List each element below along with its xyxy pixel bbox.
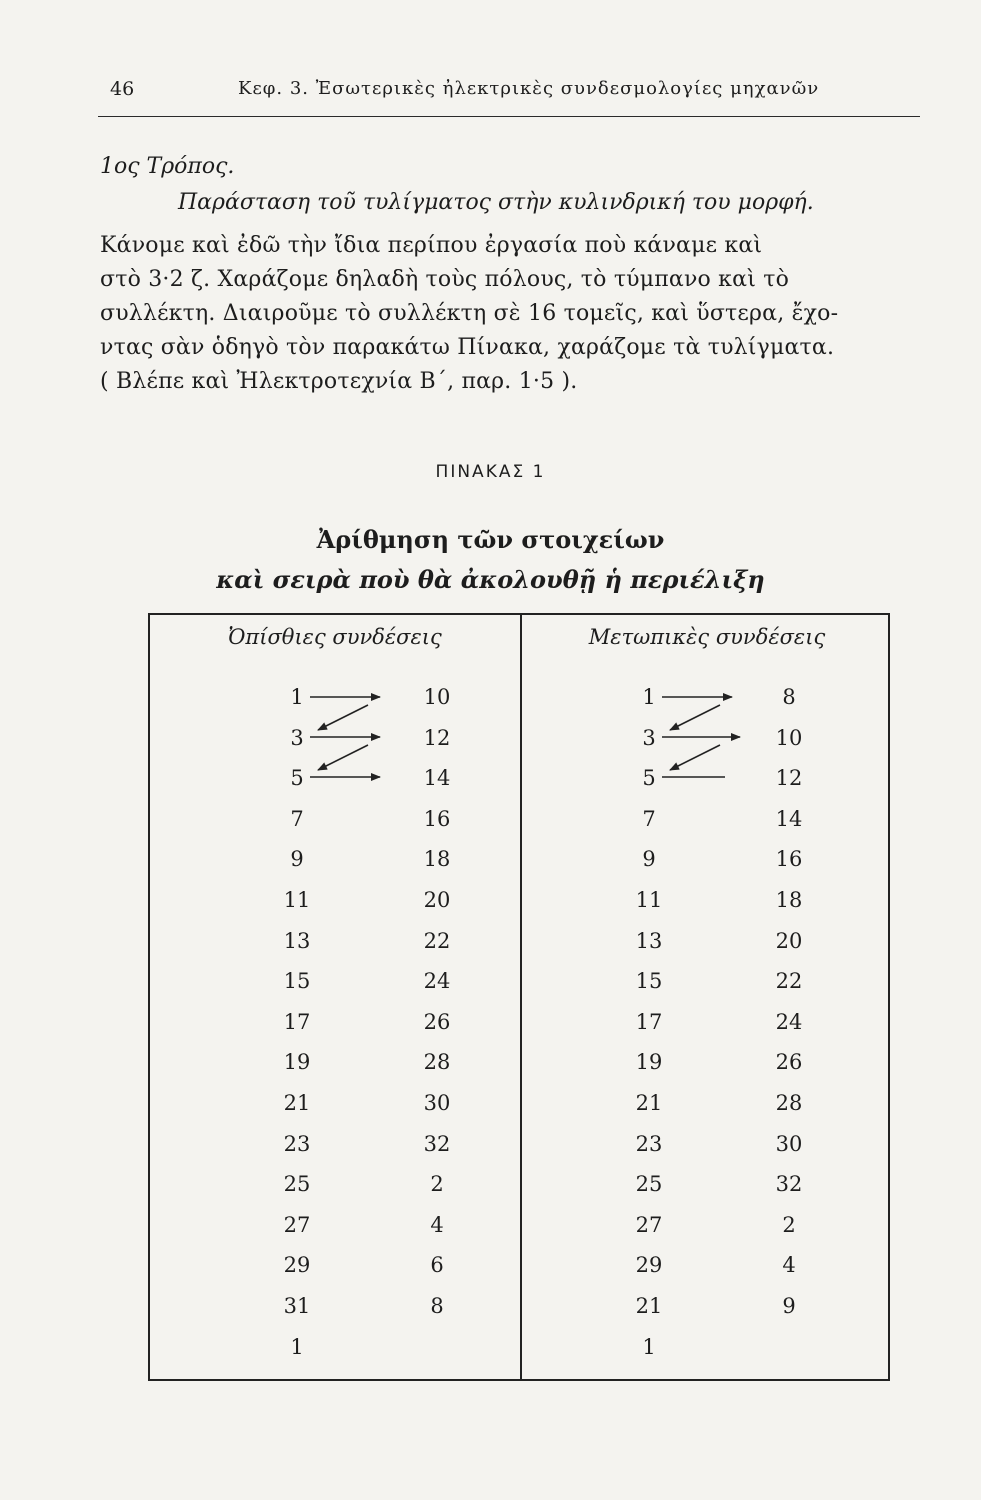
left-odd-element-number: 11 [283, 888, 311, 912]
left-even-element-number: 4 [430, 1212, 444, 1237]
right-odd-element-number: 7 [642, 806, 656, 831]
right-even-element-number: 26 [775, 1050, 803, 1075]
table-label: ΠΙΝΑΚΑΣ 1 [435, 462, 546, 482]
left-odd-element-number: 9 [290, 847, 304, 872]
left-even-element-number: 16 [423, 806, 451, 831]
paragraph-line: ( Βλέπε καὶ Ἠλεκτροτεχνία Β΄, παρ. 1·5 ). [100, 369, 578, 394]
paragraph-line: Κάνομε καὶ ἐδῶ τὴν ἴδια περίπου ἐργασία ποὺ κάναμε καὶ [100, 233, 763, 258]
right-odd-element-number: 21 [635, 1294, 663, 1318]
left-even-element-number: 26 [423, 1009, 451, 1034]
left-odd-element-number: 7 [290, 806, 304, 831]
right-odd-element-number: 9 [642, 847, 656, 872]
left-odd-element-number: 5 [290, 766, 304, 791]
left-odd-element-number: 3 [290, 725, 304, 750]
table-title-line-2: καὶ σειρὰ ποὺ θὰ ἀκολουθῇ ἡ περιέλιξη [216, 565, 765, 594]
left-even-element-number: 14 [423, 766, 451, 791]
running-head: Κεφ. 3. Ἐσωτερικὲς ἠλεκτρικὲς συνδεσμολογίες μηχανῶν [238, 78, 820, 99]
left-even-element-number: 22 [423, 928, 451, 953]
right-even-element-number: 18 [775, 888, 803, 912]
left-odd-element-number: 15 [283, 969, 311, 994]
left-even-element-number: 8 [430, 1294, 444, 1318]
right-odd-element-number: 15 [635, 969, 663, 994]
right-even-element-number: 24 [775, 1009, 803, 1034]
right-even-element-number: 12 [775, 766, 803, 791]
page-number: 46 [110, 78, 135, 100]
arrow-diagonal-icon [318, 705, 368, 730]
left-odd-element-number: 13 [283, 928, 311, 953]
right-even-element-number: 4 [782, 1253, 796, 1278]
right-odd-element-number: 17 [635, 1009, 663, 1034]
method-title: 1ος Τρόπος. [100, 154, 235, 179]
paragraph-line: συλλέκτη. Διαιροῦμε τὸ συλλέκτη σὲ 16 τομεῖς, καὶ ὕστερα, ἔχο- [100, 301, 839, 326]
left-even-element-number: 28 [423, 1050, 451, 1075]
right-even-element-number: 30 [775, 1131, 803, 1156]
method-paragraph [100, 229, 922, 399]
winding-table [148, 613, 890, 1381]
left-even-element-number: 32 [423, 1131, 451, 1156]
paragraph-line: στὸ 3·2 ζ. Χαράζομε δηλαδὴ τοὺς πόλους, τὸ τύμπανο καὶ τὸ [100, 267, 790, 292]
right-even-element-number: 10 [775, 725, 803, 750]
right-even-element-number: 14 [775, 806, 803, 831]
right-odd-element-number: 21 [635, 1091, 663, 1115]
left-odd-element-number: 29 [283, 1253, 311, 1278]
front-connections-header: Μετωπικὲς συνδέσεις [588, 625, 826, 649]
method-intro: Παράσταση τοῦ τυλίγματος στὴν κυλινδρική του μορφή. [178, 190, 814, 215]
left-odd-element-number: 17 [283, 1009, 311, 1034]
paragraph-line: ντας σὰν ὁδηγὸ τὸν παρακάτω Πίνακα, χαράζομε τὰ τυλίγματα. [100, 335, 835, 360]
right-odd-element-number: 1 [642, 685, 656, 709]
right-even-element-number: 9 [782, 1294, 796, 1318]
rear-connections-header: Ὀπίσθιες συνδέσεις [228, 625, 442, 649]
right-odd-element-number: 23 [635, 1131, 663, 1156]
left-even-element-number: 10 [423, 685, 451, 709]
left-odd-element-number: 21 [283, 1091, 311, 1115]
left-odd-element-number: 19 [283, 1050, 311, 1075]
left-odd-element-number: 31 [283, 1294, 311, 1318]
left-odd-element-number: 1 [290, 685, 304, 709]
right-odd-element-number: 1 [642, 1334, 656, 1359]
left-odd-element-number: 27 [283, 1212, 311, 1237]
left-even-element-number: 30 [423, 1091, 451, 1115]
right-odd-element-number: 3 [642, 725, 656, 750]
right-even-element-number: 16 [775, 847, 803, 872]
page-header [98, 76, 920, 117]
right-odd-element-number: 25 [635, 1172, 663, 1197]
right-odd-element-number: 13 [635, 928, 663, 953]
arrow-diagonal-icon [670, 745, 720, 770]
left-even-element-number: 2 [430, 1172, 444, 1197]
right-even-element-number: 2 [782, 1212, 796, 1237]
right-odd-element-number: 29 [635, 1253, 663, 1278]
right-even-element-number: 8 [782, 685, 796, 709]
right-odd-element-number: 11 [635, 888, 663, 912]
left-odd-element-number: 25 [283, 1172, 311, 1197]
right-odd-element-number: 27 [635, 1212, 663, 1237]
right-even-element-number: 20 [775, 928, 803, 953]
right-even-element-number: 28 [775, 1091, 803, 1115]
left-even-element-number: 12 [423, 725, 451, 750]
left-odd-element-number: 23 [283, 1131, 311, 1156]
table-title-line-1: Ἀρίθμηση τῶν στοιχείων [316, 525, 665, 554]
arrow-diagonal-icon [670, 705, 720, 730]
right-odd-element-number: 5 [642, 766, 656, 791]
right-even-element-number: 32 [775, 1172, 803, 1197]
left-odd-element-number: 1 [290, 1334, 304, 1359]
right-odd-element-number: 19 [635, 1050, 663, 1075]
table-title [0, 520, 981, 600]
arrow-diagonal-icon [318, 745, 368, 770]
left-even-element-number: 20 [423, 888, 451, 912]
left-even-element-number: 24 [423, 969, 451, 994]
left-even-element-number: 6 [430, 1253, 444, 1278]
left-even-element-number: 18 [423, 847, 451, 872]
right-even-element-number: 22 [775, 969, 803, 994]
